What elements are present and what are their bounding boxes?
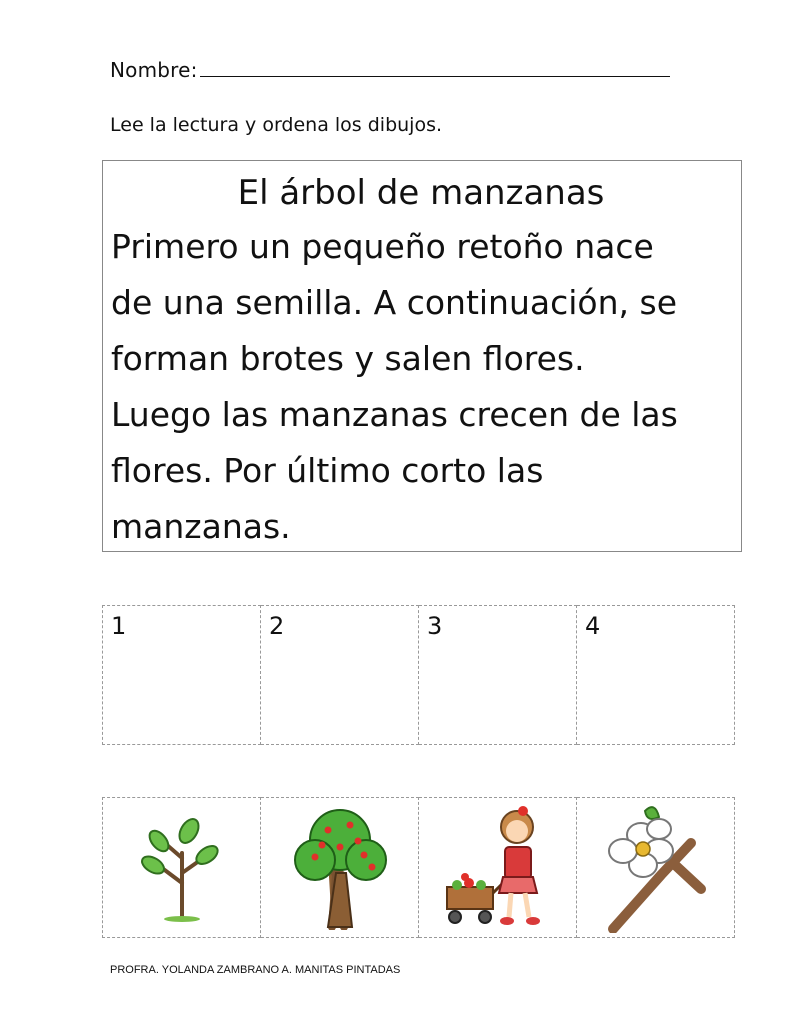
answer-box-3[interactable]: 3 [419, 606, 577, 745]
pictures-grid [102, 797, 735, 938]
apple-tree-icon [290, 805, 390, 930]
name-label: Nombre: [110, 58, 198, 82]
name-blank-line[interactable] [200, 60, 670, 77]
sprout-icon [137, 813, 227, 923]
name-field [110, 58, 670, 82]
reading-text: Primero un pequeño retoño nace de una semilla. A continuación, se forman brotes y salen flores. Luego las manzanas crecen de las flores. Por último corto las manzanas. [111, 227, 678, 546]
order-answer-grid [102, 605, 735, 745]
answer-box-1[interactable]: 1 [103, 606, 261, 745]
picture-card-girl-wagon[interactable] [419, 798, 577, 938]
girl-with-apple-wagon-icon [443, 805, 553, 930]
answer-box-4[interactable]: 4 [577, 606, 735, 745]
picture-card-apple-tree[interactable] [261, 798, 419, 938]
picture-card-apple-blossom[interactable] [577, 798, 735, 938]
picture-card-sprout[interactable] [103, 798, 261, 938]
reading-box [102, 160, 742, 552]
instruction-text: Lee la lectura y ordena los dibujos. [110, 114, 443, 136]
answer-box-2[interactable]: 2 [261, 606, 419, 745]
apple-blossom-branch-icon [601, 803, 711, 933]
reading-title: El árbol de manzanas [237, 173, 605, 213]
footer-credit: PROFRA. YOLANDA ZAMBRANO A. MANITAS PINTADAS [110, 964, 401, 976]
